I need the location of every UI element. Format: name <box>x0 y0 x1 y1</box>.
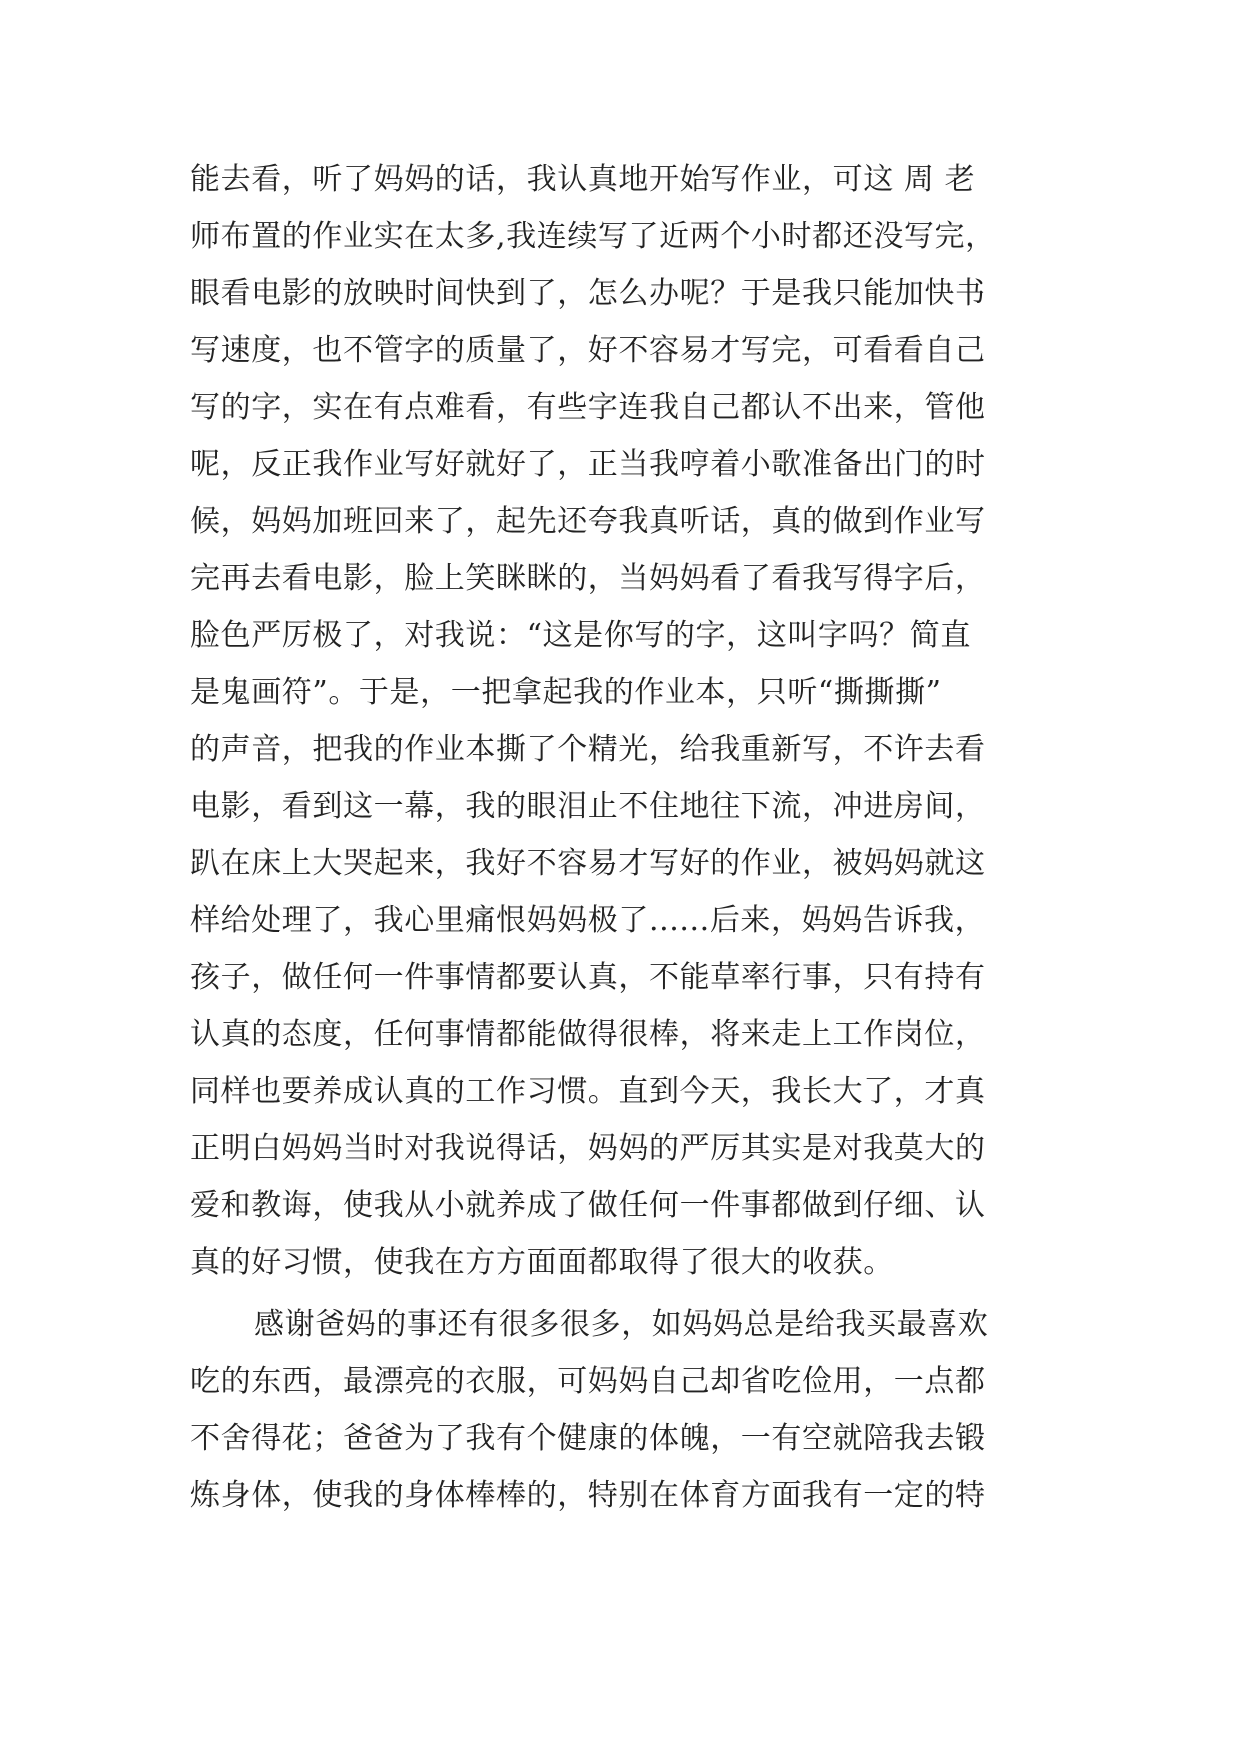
text-line-3: 眼看电影的放映时间快到了，怎么办呢？于是我只能加快书 <box>190 276 986 311</box>
text-line-24: 炼身体，使我的身体棒棒的，特别在体育方面我有一定的特 <box>190 1478 986 1513</box>
text-line-13: 趴在床上大哭起来，我好不容易才写好的作业，被妈妈就这 <box>190 846 986 881</box>
text-line-22: 吃的东西，最漂亮的衣服，可妈妈自己却省吃俭用，一点都 <box>190 1364 986 1399</box>
text-line-2: 师布置的作业实在太多,我连续写了近两个小时都还没写完， <box>190 219 996 254</box>
text-line-5: 写的字，实在有点难看，有些字连我自己都认不出来，管他 <box>190 390 986 425</box>
text-line-4: 写速度，也不管字的质量了，好不容易才写完，可看看自己 <box>190 333 986 368</box>
text-line-19: 爱和教诲，使我从小就养成了做任何一件事都做到仔细、认 <box>190 1188 986 1223</box>
text-line-12: 电影，看到这一幕，我的眼泪止不住地往下流，冲进房间， <box>190 789 986 824</box>
text-line-1: 能去看，听了妈妈的话，我认真地开始写作业，可这 周 老 <box>190 162 976 197</box>
text-line-15: 孩子，做任何一件事情都要认真，不能草率行事，只有持有 <box>190 960 986 995</box>
text-line-21: 感谢爸妈的事还有很多很多，如妈妈总是给我买最喜欢 <box>254 1307 989 1342</box>
text-line-6: 呢，反正我作业写好就好了，正当我哼着小歌准备出门的时 <box>190 447 986 482</box>
text-line-10: 是鬼画符”。于是，一把拿起我的作业本，只听“撕撕撕” <box>190 675 942 710</box>
text-line-14: 样给处理了，我心里痛恨妈妈极了......后来，妈妈告诉我， <box>190 903 986 938</box>
text-line-17: 同样也要养成认真的工作习惯。直到今天，我长大了，才真 <box>190 1074 986 1109</box>
text-line-9: 脸色严厉极了，对我说：“这是你写的字，这叫字吗？简直 <box>190 618 971 653</box>
text-line-23: 不舍得花；爸爸为了我有个健康的体魄，一有空就陪我去锻 <box>190 1421 986 1456</box>
text-line-20: 真的好习惯，使我在方方面面都取得了很大的收获。 <box>190 1245 894 1280</box>
text-line-16: 认真的态度，任何事情都能做得很棒，将来走上工作岗位， <box>190 1017 986 1052</box>
text-line-18: 正明白妈妈当时对我说得话，妈妈的严厉其实是对我莫大的 <box>190 1131 986 1166</box>
text-line-11: 的声音，把我的作业本撕了个精光，给我重新写，不许去看 <box>190 732 986 767</box>
text-line-8: 完再去看电影，脸上笑眯眯的，当妈妈看了看我写得字后， <box>190 561 986 596</box>
text-line-7: 候，妈妈加班回来了，起先还夸我真听话，真的做到作业写 <box>190 504 986 539</box>
